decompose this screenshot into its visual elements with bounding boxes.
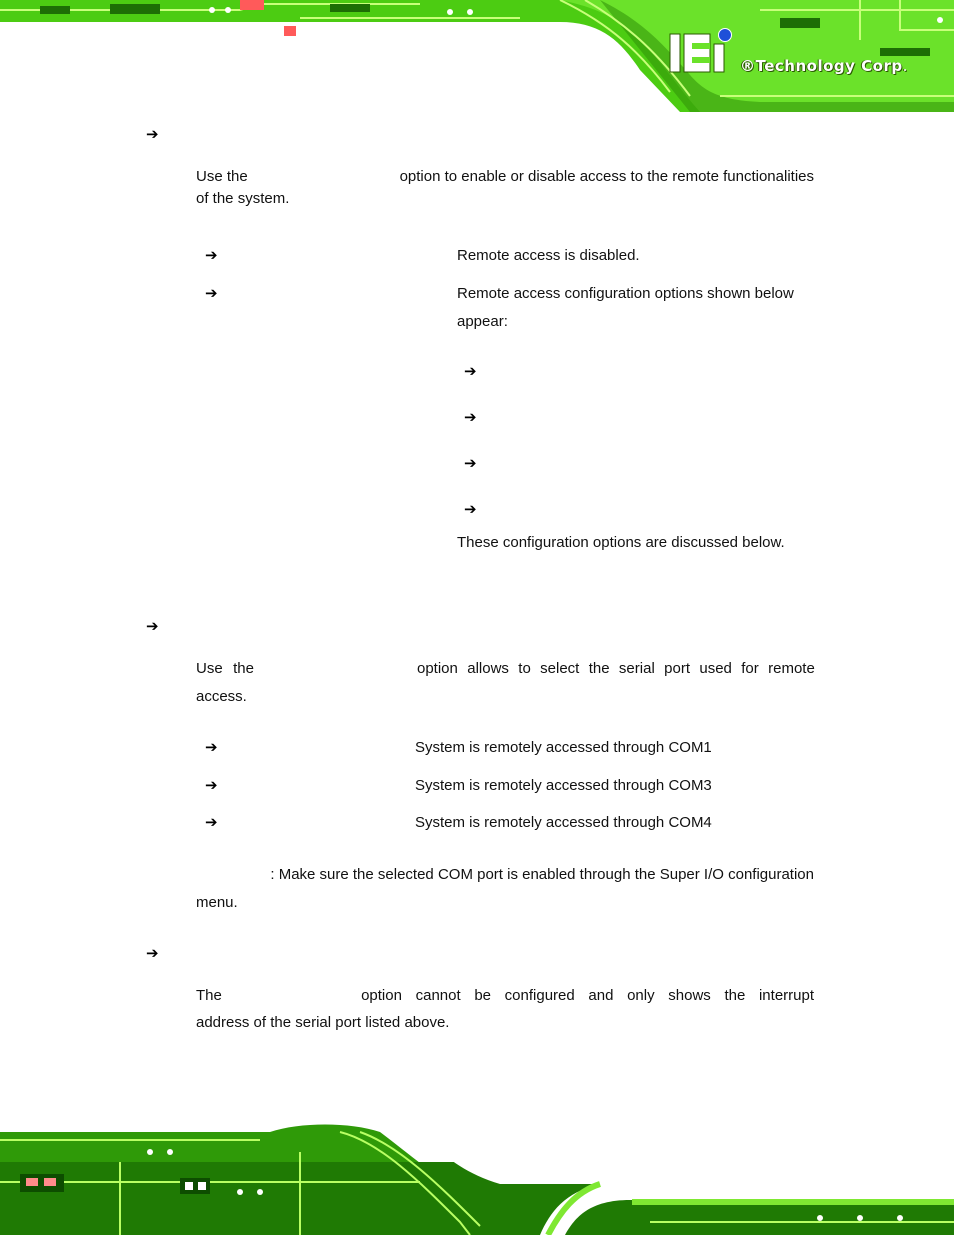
section-remote-access-arrow-icon: ➔ <box>146 125 159 143</box>
sub-option-arrow-icon: ➔ <box>464 362 477 380</box>
option-com1-arrow-icon: ➔ <box>205 738 218 756</box>
option-enabled-arrow-icon: ➔ <box>205 284 218 302</box>
option-disabled-arrow-icon: ➔ <box>205 246 218 264</box>
section-serial-port-arrow-icon: ➔ <box>146 617 159 635</box>
option-com4-desc: System is remotely accessed through COM4 <box>415 814 712 831</box>
desc-text-justified <box>417 655 814 683</box>
desc-text: of the system. <box>196 190 290 207</box>
circuit-board-footer-art <box>0 1122 954 1235</box>
option-com4-arrow-icon: ➔ <box>205 813 218 831</box>
serial-port-note <box>196 861 814 917</box>
option-com1-desc: System is remotely accessed through COM1 <box>415 739 712 756</box>
closing-note: These configuration options are discussed below. <box>457 534 785 551</box>
option-com3-desc: System is remotely accessed through COM3 <box>415 777 712 794</box>
desc-text: Use the <box>196 168 248 185</box>
sub-option-arrow-icon: ➔ <box>464 408 477 426</box>
sub-option-arrow-icon: ➔ <box>464 454 477 472</box>
sub-option-arrow-icon: ➔ <box>464 500 477 518</box>
logo-dot <box>718 28 732 42</box>
option-com3-arrow-icon: ➔ <box>205 776 218 794</box>
option-enabled-desc-cont: appear: <box>457 313 508 330</box>
desc-text: option allows to select the serial port used for remote <box>417 660 815 677</box>
company-logo <box>668 26 938 86</box>
option-disabled-desc: Remote access is disabled. <box>457 247 640 264</box>
desc-text: address of the serial port listed above. <box>196 1014 450 1031</box>
desc-text: option to enable or disable access to the remote functionalities <box>399 168 814 185</box>
remote-access-description <box>196 163 814 217</box>
desc-text: option cannot be configured and only shows the interrupt <box>361 987 814 1004</box>
page-footer <box>0 1122 954 1235</box>
serial-port-mode-description <box>196 982 814 1038</box>
note-text: menu. <box>196 894 238 911</box>
desc-text: the <box>233 660 254 677</box>
desc-text: The <box>196 987 222 1004</box>
section-serial-port-mode-arrow-icon: ➔ <box>146 944 159 962</box>
page-header <box>0 0 954 112</box>
option-enabled-desc: Remote access configuration options shown below <box>457 285 794 302</box>
desc-text: access. <box>196 688 247 705</box>
serial-port-description <box>196 655 814 711</box>
note-text: : Make sure the selected COM port is enabled through the Super I/O configuration <box>270 866 814 883</box>
desc-text: Use <box>196 660 223 677</box>
brand-name: ®Technology Corp. <box>740 57 908 75</box>
